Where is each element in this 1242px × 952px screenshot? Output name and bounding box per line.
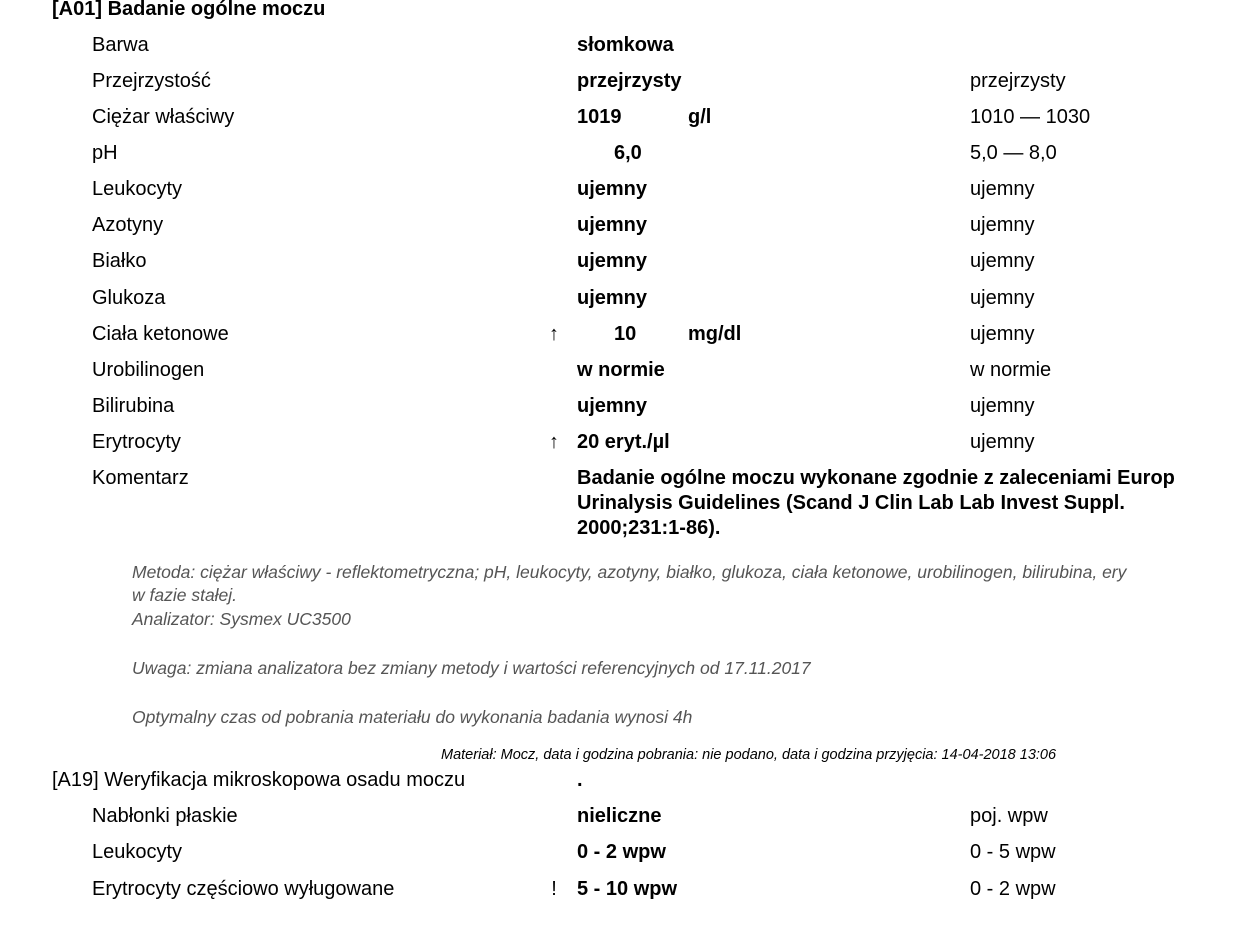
result-row-erytrocyty: [0, 430, 1242, 466]
test-name: Białko: [92, 250, 147, 272]
test-name: Nabłonki płaskie: [92, 805, 238, 827]
result-row-ciala-ketonowe: [0, 322, 1242, 358]
section-title-a19: [A19] Weryfikacja mikroskopowa osadu moczu: [52, 769, 466, 791]
result-row-erytrocyty-wylugowane: [0, 877, 1242, 913]
reference-range: w normie: [970, 359, 1052, 381]
result-value: ujemny: [577, 250, 648, 272]
analyzer-note: Analizator: Sysmex UC3500: [132, 609, 351, 629]
test-name: Erytrocyty: [92, 431, 181, 453]
reference-range: ujemny: [970, 431, 1035, 453]
result-value: nieliczne: [577, 805, 662, 827]
result-row-przejrzystosc: [0, 69, 1242, 105]
reference-range: 5,0 — 8,0: [970, 142, 1057, 164]
reference-range: 1010 — 1030: [970, 106, 1091, 128]
reference-range: poj. wpw: [970, 805, 1048, 827]
result-value: ujemny: [577, 287, 648, 309]
comment-line: Urinalysis Guidelines (Scand J Clin Lab Lab Invest Suppl.: [577, 492, 1125, 514]
reference-range: 0 - 2 wpw: [970, 878, 1056, 900]
test-name: Ciała ketonowe: [92, 323, 229, 345]
result-row-ph: [0, 141, 1242, 177]
result-unit: mg/dl: [688, 323, 742, 345]
reference-range: 0 - 5 wpw: [970, 841, 1056, 863]
test-name: pH: [92, 142, 118, 164]
result-row-leukocyty: [0, 177, 1242, 213]
result-value: słomkowa: [577, 34, 674, 56]
exclamation-icon: !: [551, 878, 557, 900]
up-arrow-icon: ↑: [549, 431, 559, 453]
test-name: Leukocyty: [92, 178, 183, 200]
result-value: ujemny: [577, 214, 648, 236]
result-row-azotyny: [0, 213, 1242, 249]
result-value: przejrzysty: [577, 70, 682, 92]
optimal-time-note: Optymalny czas od pobrania materiału do wykonania badania wynosi 4h: [132, 707, 693, 727]
reference-range: ujemny: [970, 214, 1035, 236]
warning-note: Uwaga: zmiana analizatora bez zmiany metody i wartości referencyjnych od 17.11.2017: [132, 658, 811, 678]
test-name: Bilirubina: [92, 395, 175, 417]
comment-text: [577, 466, 1242, 541]
reference-range: ujemny: [970, 178, 1035, 200]
material-info: Materiał: Mocz, data i godzina pobrania: nie podano, data i godzina przyjęcia: 14-04-2018 13:06: [441, 747, 1057, 763]
result-value: 6,0: [614, 142, 642, 164]
comment-line: Badanie ogólne moczu wykonane zgodnie z zaleceniami Europ: [577, 467, 1175, 489]
result-row-leukocyty-osad: [0, 840, 1242, 876]
test-name: Azotyny: [92, 214, 164, 236]
up-arrow-icon: ↑: [549, 323, 559, 345]
result-row-bialko: [0, 249, 1242, 285]
result-row-nablonki-plaskie: [0, 804, 1242, 840]
result-unit: g/l: [688, 106, 712, 128]
method-note-line2: w fazie stałej.: [132, 585, 238, 605]
reference-range: ujemny: [970, 287, 1035, 309]
reference-range: ujemny: [970, 250, 1035, 272]
result-value: w normie: [577, 359, 665, 381]
result-value: ujemny: [577, 395, 648, 417]
test-name: Leukocyty: [92, 841, 183, 863]
result-value: 20 eryt./µl: [577, 431, 670, 453]
result-row-bilirubina: [0, 394, 1242, 430]
test-name: Erytrocyty częściowo wyługowane: [92, 878, 395, 900]
test-name: Urobilinogen: [92, 359, 205, 381]
reference-range: ujemny: [970, 323, 1035, 345]
test-name: Ciężar właściwy: [92, 106, 235, 128]
result-row-glukoza: [0, 286, 1242, 322]
comment-label: Komentarz: [92, 467, 189, 489]
comment-line: 2000;231:1-86).: [577, 517, 721, 539]
reference-range: ujemny: [970, 395, 1035, 417]
result-row-barwa: [0, 33, 1242, 69]
section-title-a01: [A01] Badanie ogólne moczu: [52, 0, 326, 20]
result-value: 1019: [577, 106, 622, 128]
result-row-ciezar-wlasciwy: [0, 105, 1242, 141]
result-value: ujemny: [577, 178, 648, 200]
result-value: 5 - 10 wpw: [577, 878, 678, 900]
test-name: Przejrzystość: [92, 70, 211, 92]
section-title-value: .: [577, 769, 583, 791]
reference-range: przejrzysty: [970, 70, 1066, 92]
result-value: 0 - 2 wpw: [577, 841, 666, 863]
method-note-line1: Metoda: ciężar właściwy - reflektometryczna; pH, leukocyty, azotyny, białko, glukoza, ciała ketonowe, urobilinogen, bilirubina, ery: [132, 562, 1127, 582]
test-name: Barwa: [92, 34, 149, 56]
result-value: 10: [614, 323, 637, 345]
test-name: Glukoza: [92, 287, 166, 309]
result-row-urobilinogen: [0, 358, 1242, 394]
